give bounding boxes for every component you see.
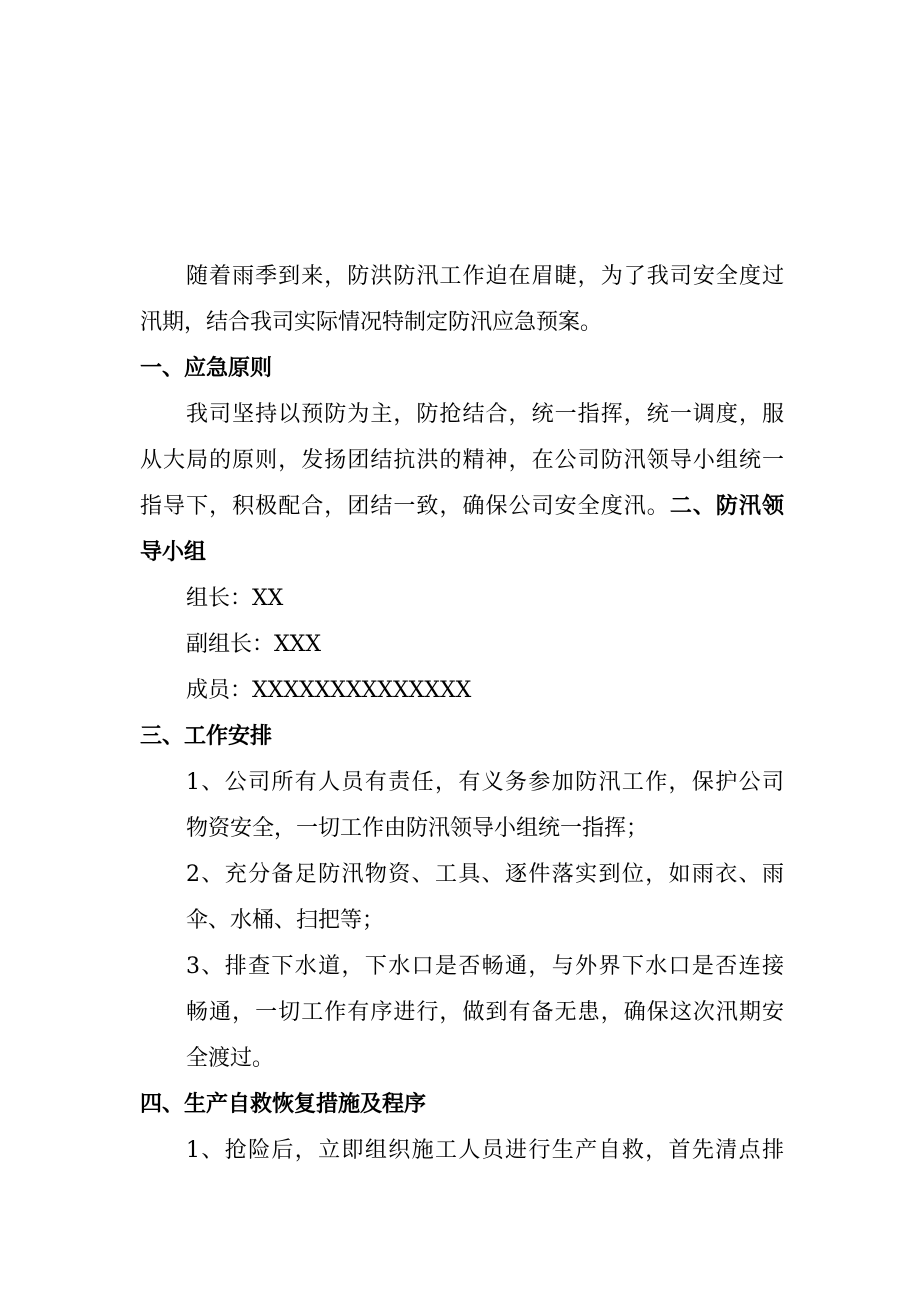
principles-paragraph-text: 指导下，积极配合，团结一致，确保公司安全度汛。 (140, 494, 670, 519)
section-heading-emergency-principles: 一、应急原则 (140, 356, 273, 381)
section-heading-work-arrangement: 三、工作安排 (140, 724, 273, 749)
work-item-3-line-3: 全渡过。 (186, 1046, 275, 1071)
section-heading-production-recovery: 四、生产自救恢复措施及程序 (140, 1092, 427, 1117)
section-heading-flood-leadership-part-1: 二、防汛领 (669, 494, 784, 519)
work-item-1-line-1: 1、公司所有人员有责任，有义务参加防汛工作，保护公司 (186, 770, 784, 795)
leader-entry: 组长：XX (186, 586, 284, 611)
deputy-leader-entry: 副组长：XXX (186, 632, 321, 657)
work-item-3-line-1: 3、排查下水道，下水口是否畅通，与外界下水口是否连接 (186, 954, 784, 979)
recovery-item-1-line-1: 1、抢险后，立即组织施工人员进行生产自救，首先清点排 (186, 1138, 784, 1163)
principles-paragraph-line-1: 我司坚持以预防为主，防抢结合，统一指挥，统一调度，服 (186, 402, 784, 427)
document-page (140, 254, 784, 1174)
work-item-2-line-1: 2、充分备足防汛物资、工具、逐件落实到位，如雨衣、雨 (186, 862, 784, 887)
members-entry: 成员：XXXXXXXXXXXXXX (186, 678, 472, 703)
work-item-1-line-2: 物资安全，一切工作由防汛领导小组统一指挥； (186, 816, 649, 841)
intro-paragraph-line-1: 随着雨季到来，防洪防汛工作迫在眉睫，为了我司安全度过 (186, 264, 784, 289)
section-heading-flood-leadership-part-2: 导小组 (140, 540, 207, 565)
principles-paragraph-line-2: 从大局的原则，发扬团结抗洪的精神，在公司防汛领导小组统一 (140, 448, 784, 473)
intro-paragraph-line-2: 汛期，结合我司实际情况特制定防汛应急预案。 (140, 310, 603, 335)
principles-paragraph-line-3 (140, 484, 784, 530)
work-item-2-line-2: 伞、水桶、扫把等； (186, 908, 385, 933)
work-item-3-line-2: 畅通，一切工作有序进行，做到有备无患，确保这次汛期安 (186, 1000, 784, 1025)
